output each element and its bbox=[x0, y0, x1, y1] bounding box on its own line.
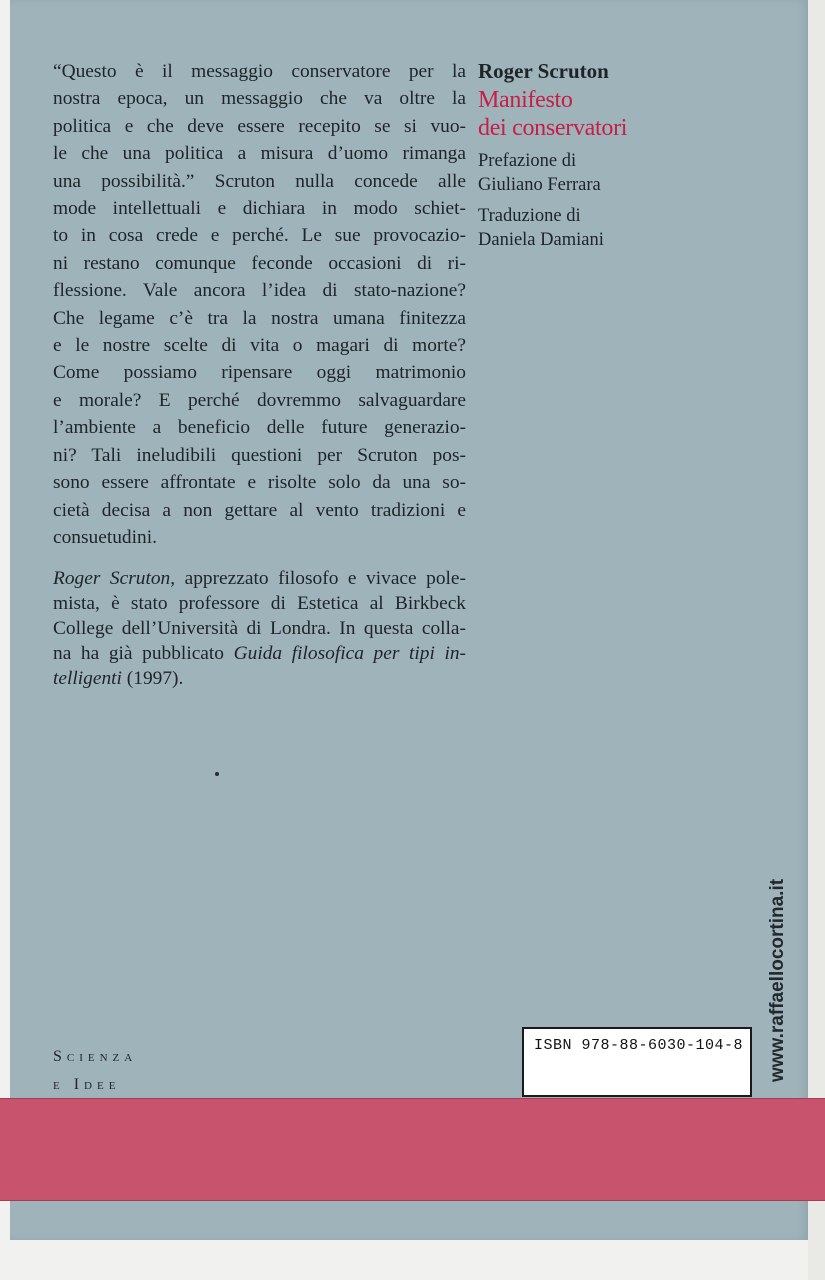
blurb-line: e morale? E perché dovremmo salvaguardare bbox=[53, 389, 466, 411]
bio-line: telligenti (1997). bbox=[53, 667, 184, 689]
author-name: Roger Scruton bbox=[478, 59, 609, 83]
isbn-barcode-box bbox=[522, 1027, 752, 1097]
blurb-line: to in cosa crede e perché. Le sue provocazio- bbox=[53, 225, 466, 247]
blurb-line: Che legame c’è tra la nostra umana finitezza bbox=[53, 307, 466, 329]
blurb-line: cietà decisa a non gettare al vento tradizioni e bbox=[53, 499, 466, 521]
book-title: Manifesto dei conservatori bbox=[478, 87, 628, 141]
publisher-url: www.raffaellocortina.it bbox=[767, 878, 788, 1082]
blurb-line: una possibilità.” Scruton nulla concede alle bbox=[53, 170, 466, 192]
blurb-line: le che una politica a misura d’uomo rimanga bbox=[53, 143, 466, 165]
bio-author-name: Roger Scruton bbox=[53, 568, 171, 590]
bio-line: na ha già pubblicato Guida filosofica per tipi in- bbox=[53, 642, 466, 664]
blurb-line: e le nostre scelte di vita o magari di morte? bbox=[53, 335, 466, 357]
bio-line: College dell’Università di Londra. In questa colla- bbox=[53, 617, 466, 639]
preface-credit: Prefazione di Giuliano Ferrara bbox=[478, 151, 601, 195]
bio-book-title: Guida filosofica per tipi in- bbox=[233, 642, 466, 664]
series-name: Scienza e Idee bbox=[53, 1048, 138, 1093]
blurb-line: sono essere affrontate e risolte solo da una so- bbox=[53, 472, 466, 494]
translation-credit: Traduzione di Daniela Damiani bbox=[478, 206, 604, 250]
page-edge bbox=[808, 0, 825, 1280]
bio-line: mista, è stato professore di Estetica al Birkbeck bbox=[53, 593, 466, 615]
blurb-line: ni restano comunque feconde occasioni di ri- bbox=[53, 252, 466, 274]
blurb-line: nostra epoca, un messaggio che va oltre la bbox=[53, 88, 466, 110]
print-speck bbox=[215, 772, 219, 776]
blurb-paragraph bbox=[53, 58, 466, 551]
bio-book-title: telligenti bbox=[53, 667, 122, 689]
bio-line: Roger Scruton, apprezzato filosofo e vivace pole- bbox=[53, 568, 466, 590]
blurb-line: consuetudini. bbox=[53, 526, 157, 548]
blurb-line: ni? Tali ineludibili questioni per Scruton pos- bbox=[53, 444, 466, 466]
blurb-text bbox=[53, 58, 466, 691]
title-block bbox=[478, 58, 778, 252]
blurb-line: politica e che deve essere recepito se si vuo- bbox=[53, 115, 466, 137]
blurb-line: l’ambiente a beneficio delle future generazio- bbox=[53, 417, 466, 439]
blurb-line: “Questo è il messaggio conservatore per la bbox=[53, 61, 466, 82]
blurb-line: flessione. Vale ancora l’idea di stato-nazione? bbox=[53, 280, 466, 302]
blurb-line: Come possiamo ripensare oggi matrimonio bbox=[53, 362, 466, 384]
blurb-line: mode intellettuali e dichiara in modo schiet- bbox=[53, 198, 466, 220]
isbn-number: ISBN 978-88-6030-104-8 bbox=[534, 1037, 744, 1054]
author-bio bbox=[53, 567, 466, 691]
promo-band bbox=[0, 1098, 825, 1201]
